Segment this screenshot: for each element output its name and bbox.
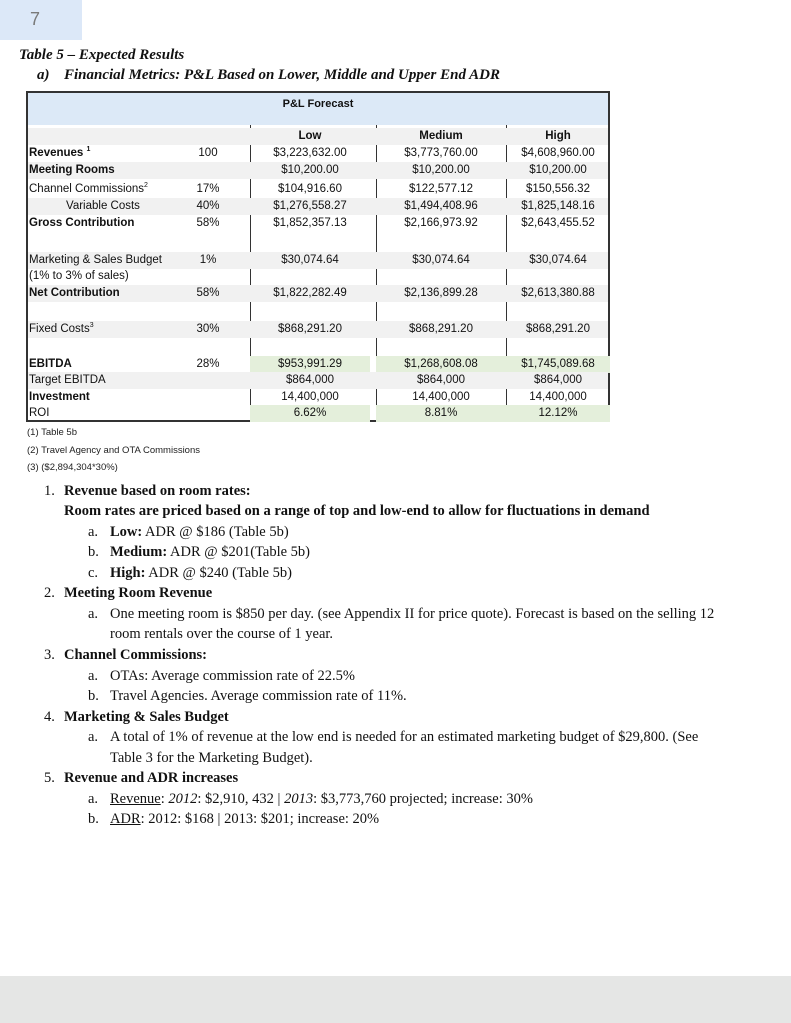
cell-low: 6.62% bbox=[250, 405, 370, 422]
list-subitem: b. Travel Agencies. Average commission rate of 11%. bbox=[88, 688, 407, 704]
column-header-row bbox=[28, 128, 608, 145]
cell-medium: $864,000 bbox=[417, 374, 465, 386]
row-pct: 30% bbox=[196, 323, 220, 335]
list-subitem-cont: room rentals over the course of 1 year. bbox=[110, 626, 334, 642]
cell-low: 14,400,000 bbox=[281, 391, 339, 403]
cell-medium: $2,166,973.92 bbox=[404, 217, 478, 229]
row-label: Net Contribution bbox=[29, 287, 120, 299]
table-note-1: (1) Table 5b bbox=[27, 427, 77, 438]
table-row-fixed-costs bbox=[28, 321, 608, 338]
list-subitem: b. Medium: ADR @ $201(Table 5b) bbox=[88, 544, 311, 560]
table-note-2: (2) Travel Agency and OTA Commissions bbox=[27, 445, 200, 456]
list-subitem: a. Revenue: 2012: $2,910, 432 | 2013: $3,773,760 projected; increase: 30% bbox=[88, 791, 533, 807]
row-label: Gross Contribution bbox=[29, 217, 135, 229]
table-note-3: (3) ($2,894,304*30%) bbox=[27, 462, 118, 473]
table-row-revenues bbox=[28, 145, 608, 162]
cell-medium: $2,136,899.28 bbox=[404, 287, 478, 299]
list-subitem: a. One meeting room is $850 per day. (see Appendix II for price quote). Forecast is based on the selling 12 bbox=[88, 606, 715, 622]
table-row-channel-commissions bbox=[28, 181, 608, 198]
list-subitem: a. OTAs: Average commission rate of 22.5% bbox=[88, 668, 356, 684]
cell-medium: $122,577.12 bbox=[409, 183, 473, 195]
list-subitem-cont: Table 3 for the Marketing Budget). bbox=[110, 750, 313, 766]
pl-forecast-table bbox=[26, 91, 610, 422]
cell-high: $864,000 bbox=[534, 374, 582, 386]
cell-low: $30,074.64 bbox=[281, 254, 339, 266]
cell-low: $953,991.29 bbox=[250, 356, 370, 373]
cell-low: $1,822,282.49 bbox=[273, 287, 347, 299]
row-pct: 58% bbox=[196, 217, 220, 229]
row-pct: 100 bbox=[198, 147, 218, 159]
row-label-note: (1% to 3% of sales) bbox=[29, 270, 129, 282]
row-label: Fixed Costs$^3$ bbox=[29, 322, 94, 335]
table-row-variable-costs bbox=[28, 198, 608, 215]
list-subitem: a. A total of 1% of revenue at the low end is needed for an estimated marketing budget of $29,800. (See bbox=[88, 729, 699, 745]
cell-high: $868,291.20 bbox=[526, 323, 590, 335]
row-label: Marketing & Sales Budget bbox=[29, 254, 162, 266]
subtitle-text: Financial Metrics: P&L Based on Lower, Middle and Upper End ADR bbox=[64, 67, 501, 83]
cell-high: $1,825,148.16 bbox=[521, 200, 595, 212]
row-label: Target EBITDA bbox=[29, 374, 106, 386]
cell-low: $864,000 bbox=[286, 374, 334, 386]
table-row-ebitda bbox=[28, 356, 608, 373]
list-item-4: 4. Marketing & Sales Budget bbox=[44, 709, 229, 725]
table-header: P&L Forecast bbox=[28, 93, 608, 125]
row-pct: 17% bbox=[196, 183, 220, 195]
cell-medium: $1,494,408.96 bbox=[404, 200, 478, 212]
cell-medium: 8.81% bbox=[376, 405, 506, 422]
cell-medium: $10,200.00 bbox=[412, 164, 470, 176]
list-item-5: 5. Revenue and ADR increases bbox=[44, 770, 239, 786]
cell-medium: $868,291.20 bbox=[409, 323, 473, 335]
row-label: EBITDA bbox=[29, 358, 72, 370]
cell-medium: $3,773,760.00 bbox=[404, 147, 478, 159]
cell-low: $3,223,632.00 bbox=[273, 147, 347, 159]
list-item-1-subheading: Room rates are priced based on a range of top and low-end to allow for fluctuations in demand bbox=[64, 503, 650, 519]
cell-low: $868,291.20 bbox=[278, 323, 342, 335]
list-subitem: a. Low: ADR @ $186 (Table 5b) bbox=[88, 524, 289, 540]
row-label: ROI bbox=[29, 407, 50, 419]
table-title: Table 5 – Expected Results bbox=[19, 47, 185, 63]
list-item-1: 1. Revenue based on room rates: bbox=[44, 483, 251, 499]
column-header-low: Low bbox=[298, 130, 322, 142]
row-pct: 58% bbox=[196, 287, 220, 299]
table-row-target-ebitda bbox=[28, 372, 608, 389]
row-label: Revenues $^1$ bbox=[29, 146, 91, 159]
cell-high: $4,608,960.00 bbox=[521, 147, 595, 159]
table-row-net-contribution bbox=[28, 285, 608, 302]
cell-high: 12.12% bbox=[506, 405, 610, 422]
row-label: Variable Costs bbox=[66, 200, 140, 212]
cell-high: $10,200.00 bbox=[529, 164, 587, 176]
row-label: Meeting Rooms bbox=[29, 164, 115, 176]
page-number-box bbox=[0, 0, 82, 40]
list-subitem: c. High: ADR @ $240 (Table 5b) bbox=[88, 565, 292, 581]
cell-high: $30,074.64 bbox=[529, 254, 587, 266]
cell-low: $1,852,357.13 bbox=[273, 217, 347, 229]
subtitle-label: a) bbox=[37, 67, 50, 83]
cell-low: $10,200.00 bbox=[281, 164, 339, 176]
table-row-marketing-budget-note bbox=[28, 268, 608, 285]
column-header-high: High bbox=[545, 130, 571, 142]
row-label: Investment bbox=[29, 391, 90, 403]
column-header-medium: Medium bbox=[419, 130, 463, 142]
table-row-marketing-budget bbox=[28, 252, 608, 269]
table-row-roi bbox=[28, 405, 608, 422]
cell-medium: 14,400,000 bbox=[412, 391, 470, 403]
list-subitem: b. ADR: 2012: $168 | 2013: $201; increase: 20% bbox=[88, 811, 380, 827]
footer-bar bbox=[0, 976, 791, 1023]
table-subtitle bbox=[37, 67, 500, 84]
cell-medium: $1,268,608.08 bbox=[376, 356, 506, 373]
table-row-investment bbox=[28, 389, 608, 406]
cell-high: $150,556.32 bbox=[526, 183, 590, 195]
list-item-2: 2. Meeting Room Revenue bbox=[44, 585, 213, 601]
page-number: 7 bbox=[30, 9, 41, 29]
cell-high: $2,613,380.88 bbox=[521, 287, 595, 299]
row-pct: 40% bbox=[196, 200, 220, 212]
cell-high: $2,643,455.52 bbox=[521, 217, 595, 229]
list-item-3: 3. Channel Commissions: bbox=[44, 647, 208, 663]
cell-medium: $30,074.64 bbox=[412, 254, 470, 266]
table-row-meeting-rooms bbox=[28, 162, 608, 179]
row-label: Channel Commissions$^2$ bbox=[29, 182, 148, 195]
cell-high: $1,745,089.68 bbox=[506, 356, 610, 373]
cell-low: $104,916.60 bbox=[278, 183, 342, 195]
row-pct: 28% bbox=[196, 358, 220, 370]
row-pct: 1% bbox=[199, 254, 217, 266]
cell-low: $1,276,558.27 bbox=[273, 200, 347, 212]
table-row-gross-contribution bbox=[28, 215, 608, 232]
cell-high: 14,400,000 bbox=[529, 391, 587, 403]
